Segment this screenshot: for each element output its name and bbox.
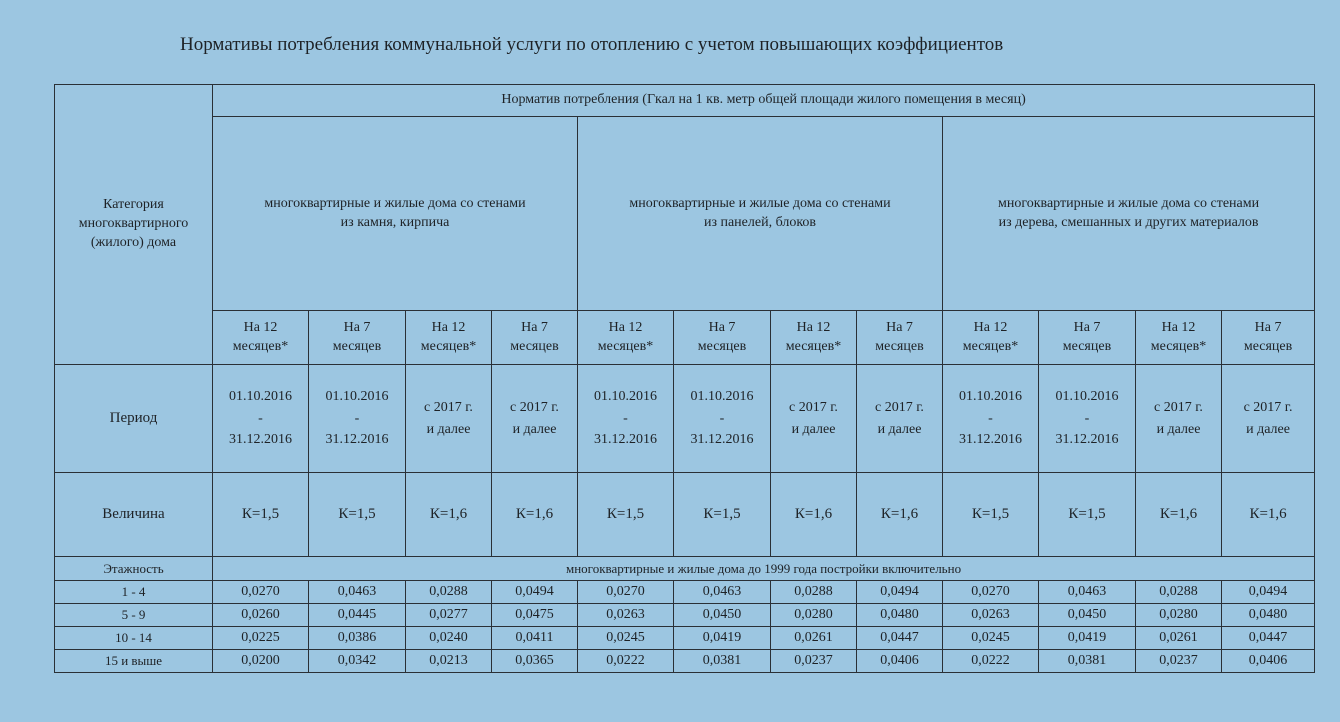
norm-value-cell: 0,0494 [857,581,943,604]
norm-value-cell: 0,0445 [309,604,406,627]
subcol-header: На 7 месяцев [492,311,578,365]
norm-value-cell: 0,0288 [771,581,857,604]
period-label: Период [55,365,213,473]
norm-value-cell: 0,0494 [492,581,578,604]
subcol-header: На 12 месяцев* [213,311,309,365]
table-row [55,627,1315,650]
norm-value-cell: 0,0280 [771,604,857,627]
norm-value-cell: 0,0237 [1136,650,1222,673]
coefficient-cell: К=1,6 [857,473,943,557]
table-row [55,581,1315,604]
group-panels-blocks: многоквартирные и жилые дома со стенами из панелей, блоков [578,117,943,311]
norm-value-cell: 0,0494 [1222,581,1315,604]
norm-value-cell: 0,0260 [213,604,309,627]
subcol-header: На 12 месяцев* [771,311,857,365]
document-title: Нормативы потребления коммунальной услуги по отоплению с учетом повышающих коэффициентов [180,34,1004,55]
norm-value-cell: 0,0277 [406,604,492,627]
norm-value-cell: 0,0288 [406,581,492,604]
period-cell: 01.10.2016 - 31.12.2016 [1039,365,1136,473]
norm-value-cell: 0,0463 [309,581,406,604]
subcol-header: На 7 месяцев [674,311,771,365]
norm-value-cell: 0,0261 [771,627,857,650]
floors-cell: 5 - 9 [55,604,213,627]
period-cell: 01.10.2016 - 31.12.2016 [578,365,674,473]
coefficient-cell: К=1,6 [771,473,857,557]
norms-table [54,84,1315,673]
table-row [55,650,1315,673]
coefficient-cell: К=1,5 [943,473,1039,557]
norm-value-cell: 0,0263 [578,604,674,627]
coefficient-cell: К=1,5 [674,473,771,557]
norm-value-cell: 0,0406 [857,650,943,673]
coefficient-cell: К=1,5 [578,473,674,557]
subcol-header: На 12 месяцев* [943,311,1039,365]
floors-cell: 15 и выше [55,650,213,673]
value-label: Величина [55,473,213,557]
norm-value-cell: 0,0245 [578,627,674,650]
period-cell: с 2017 г. и далее [857,365,943,473]
norm-value-cell: 0,0222 [578,650,674,673]
coefficient-cell: К=1,6 [406,473,492,557]
coefficient-cell: К=1,6 [1222,473,1315,557]
norm-value-cell: 0,0200 [213,650,309,673]
norm-value-cell: 0,0450 [1039,604,1136,627]
norm-value-cell: 0,0213 [406,650,492,673]
period-cell: 01.10.2016 - 31.12.2016 [309,365,406,473]
norm-value-cell: 0,0406 [1222,650,1315,673]
norm-value-cell: 0,0447 [1222,627,1315,650]
period-cell: 01.10.2016 - 31.12.2016 [674,365,771,473]
subcol-header: На 7 месяцев [1222,311,1315,365]
period-cell: с 2017 г. и далее [1136,365,1222,473]
period-cell: с 2017 г. и далее [1222,365,1315,473]
norm-value-cell: 0,0288 [1136,581,1222,604]
norm-value-cell: 0,0245 [943,627,1039,650]
norm-header: Норматив потребления (Гкал на 1 кв. метр общей площади жилого помещения в месяц) [213,85,1315,117]
norm-value-cell: 0,0222 [943,650,1039,673]
norm-value-cell: 0,0225 [213,627,309,650]
subcol-header: На 7 месяцев [1039,311,1136,365]
norm-value-cell: 0,0386 [309,627,406,650]
table-row [55,604,1315,627]
norm-value-cell: 0,0381 [1039,650,1136,673]
floors-cell: 10 - 14 [55,627,213,650]
subcol-header: На 12 месяцев* [406,311,492,365]
subcol-header: На 7 месяцев [309,311,406,365]
norm-value-cell: 0,0480 [857,604,943,627]
norm-value-cell: 0,0475 [492,604,578,627]
coefficient-cell: К=1,5 [213,473,309,557]
period-cell: с 2017 г. и далее [771,365,857,473]
norm-value-cell: 0,0463 [674,581,771,604]
norm-value-cell: 0,0280 [1136,604,1222,627]
norm-value-cell: 0,0240 [406,627,492,650]
norm-value-cell: 0,0270 [213,581,309,604]
norm-value-cell: 0,0261 [1136,627,1222,650]
norm-value-cell: 0,0381 [674,650,771,673]
period-cell: 01.10.2016 - 31.12.2016 [943,365,1039,473]
coefficient-cell: К=1,6 [1136,473,1222,557]
coefficient-cell: К=1,6 [492,473,578,557]
group-wood-mixed: многоквартирные и жилые дома со стенами из дерева, смешанных и других материалов [943,117,1315,311]
norm-value-cell: 0,0463 [1039,581,1136,604]
subcol-header: На 12 месяцев* [1136,311,1222,365]
period-cell: с 2017 г. и далее [492,365,578,473]
period-cell: с 2017 г. и далее [406,365,492,473]
norm-value-cell: 0,0263 [943,604,1039,627]
norm-value-cell: 0,0342 [309,650,406,673]
subcol-header: На 12 месяцев* [578,311,674,365]
norm-value-cell: 0,0365 [492,650,578,673]
floors-label: Этажность [55,557,213,581]
coefficient-cell: К=1,5 [1039,473,1136,557]
group-stone-brick: многоквартирные и жилые дома со стенами из камня, кирпича [213,117,578,311]
period-cell: 01.10.2016 - 31.12.2016 [213,365,309,473]
norm-value-cell: 0,0237 [771,650,857,673]
norm-value-cell: 0,0270 [578,581,674,604]
floors-cell: 1 - 4 [55,581,213,604]
norm-value-cell: 0,0270 [943,581,1039,604]
category-header: Категория многоквартирного (жилого) дома [55,85,213,365]
subcol-header: На 7 месяцев [857,311,943,365]
norm-value-cell: 0,0450 [674,604,771,627]
age-subheader: многоквартирные и жилые дома до 1999 года постройки включительно [213,557,1315,581]
norm-value-cell: 0,0447 [857,627,943,650]
norm-value-cell: 0,0411 [492,627,578,650]
norm-value-cell: 0,0419 [1039,627,1136,650]
coefficient-cell: К=1,5 [309,473,406,557]
norm-value-cell: 0,0480 [1222,604,1315,627]
norm-value-cell: 0,0419 [674,627,771,650]
